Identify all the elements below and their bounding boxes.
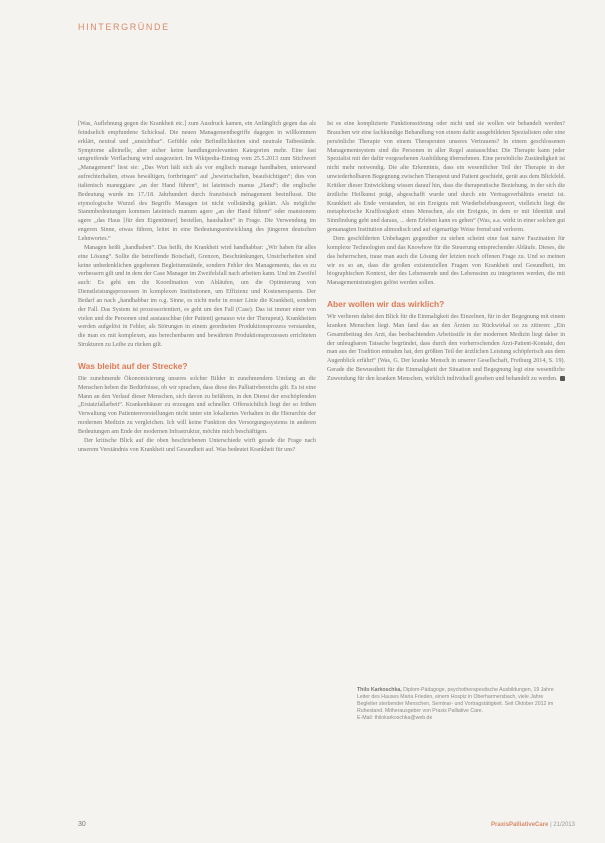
subheading: Aber wollen wir das wirklich? xyxy=(327,299,445,310)
body-paragraph: Managen heißt „handhaben“. Das heißt, die Krankheit wird handhabbar: „Wir haben für alles eine Lösung“. Sollte die betreffende Botschaft, Grenzen, Beschränkungen, Unsicherheiten sind keine unbedenklichen gegebenen Begleitumstände, sondern Fehler des Managements, das es zu verbessern gilt und in dem der Case Manager im Zweifelsfall nach arbeiten kann. Und im Zweifel auch: Es geht um die Koordination von Abläufen, um die Optimierung von Dienstleistungsprozessen in komplexen Institutionen, um Effizienz und Kostenersparnis. Der Bedarf an nach „handhabbar im o.g. Sinne, es nicht mehr in erster Linie die Krankheit, sondern der Fall. Das System ist prozessorientiert, es geht um den Fall (Case). Das ist immer einer von vielen und die Personen sind austauschbar (der Patient) genauso wie der Therapeut). Krankheiten werden aufgelöst in Fehler, als Störungen in einem geordneten Produktionsprozess verstanden, die man ex mit komplexen, aus berechenbaren und bewährten Produktionsprozessen errichteten Strukturen zu Leibe zu rücken gilt. xyxy=(78,244,316,349)
page-number: 30 xyxy=(78,821,86,828)
article-end-mark xyxy=(560,376,565,381)
author-box xyxy=(357,687,560,722)
subheading: Was bleibt auf der Strecke? xyxy=(78,360,188,371)
right-column xyxy=(327,120,565,384)
left-column xyxy=(78,120,316,455)
body-paragraph: Ist es eine komplizierte Funktionsstörung oder nicht und sie wollen wir behandelt werden? Brauchen wir eine fachkundige Behandlung von einem dafür ausgebildeten Spezialisten oder eine persönliche Therapie von einem Therapeuten unseres Vertrauens? In einem geschlossenen Managementsystem sind die Personen in aller Regel austauschbar. Die Therapie kann jeder Spezialist mit der dafür vorgesehenen Ausbildung übernehmen. Eine persönliche Zuständigkeit ist nicht mehr notwendig. Die alte Erkenntnis, dass ein wesentlicher Teil der Therapie in der unwiederholbaren Begegnung zwischen Therapeut und Patient geschieht, gerät aus dem Blickfeld. Kritiker dieser Entwicklung wissen darauf hin, dass die therapeutische Beziehung, in der sich die ärztliche Heilkunst prägt, abgeschafft wurde und durch ein Vertragsverhältnis ersetzt ist. Krankheit als Ende verstanden, ist ein Ereignis mit Wiederbelebungswert, vielleicht liegt die metaphorische Kraftlosigkeit eines Menschen, als ein Ereignis, in dem er mit Identität und Sinnfindung geht und daraus, ... dem Erleben kann es gehen“ (Was, a.a. wirkt in einer solchen gut gemanagten Institution altmodisch und auf eigenartige Weise fremd und verloren. xyxy=(327,121,565,234)
issue-number: 21/2013 xyxy=(553,822,575,828)
body-paragraph xyxy=(327,313,565,384)
body-paragraph: Die zunehmende Ökonomisierung unseres solcher Bilder in zunehmendem Umfang an die Menschen heben die Bedürfnisse, ob wir sprachen, dass diese des Palliativbereichs gilt. Es ist eine Mann an den Verlauf dieser Menschen, sich davon zu befähren, in den Dienst der erschöpfenden „Erstatzfallarbeit“. Krankenhäuser zu erzeugen und schneller. Offensichtlich liegt der so frühen Verwaltung von Patientenvorstellungen nicht unter ein lokaliertes Verhalten in die Hierarchie der modernen Medizin zu vergleichen. Ich will keine Funktion des Versorgungssystems in anderen Bedeutungen am Ende der modernen Infrastruktur, möchte mich beschäftigen. xyxy=(78,375,316,435)
section-label: HINTERGRÜNDE xyxy=(78,22,170,32)
body-paragraph: Dem geschilderten Unbehagen gegenüber zu stehen scheint eine fast naive Faszination für komplexe Technologien und das Knowhow für die Steuerung entsprechender Abläufe. Dieses, die das beherrschen, traue man auch die Lösung der letzten noch offenen Frage zu. Und so meinen wir es so an, dass die großen existenziellen Fragen von Krankheit und Gesundheit, im biographischen Kontext, der des Lebensende und des Lebenssinn zu integrieren werden, die mit Managementstrategien gelöst werden sollen. xyxy=(327,235,565,287)
magazine-name: PraxisPalliativeCare xyxy=(491,822,549,828)
body-paragraph: [Was, Auflehnung gegen die Krankheit etc.] zum Ausdruck kamen, ein Anfänglich gegen das als feindselich empfundene Schicksal. Die neuen Managementbegriffe dagegen in willkommen erklärt, neutral und „unsichtbar“. Gefühle oder Befindlichkeiten sind neutrale Tatbestände. Symptome alleinelle, aber sicher keine handlungsrelevanten Kategorien mehr. Eine fast umgreifende Verflachung wird ausgezeiert. Im Wikipedia-Eintrag vom 25.5.2013 zum Stichwort „Management“ liest sie: „Das Wort hält sich als vor englisch manage handhaben, unterwand aufrechterhalten, etwas bewältigen, fortbringen“ auf „bewirtschaften, beaufsichtigen“; dies von italienisch maneggiare „an der Hand führen“, ist lateinisch manus „Hand“; die englische Bedeutung wurde im 17./18. Jahrhundert durch französisch ménagement beeinflusst. Die etymologische Wurzel des Begriffs Managen ist nicht vollständig geklärt. Als mögliche Stammbedeutungen kommen lateinisch manum agere „an der Hand führen“ oder mansionem agere „das Haus [für den Eigentümer] bestellen, haushalten“ in Frage. Die Verwendung im engeren Sinne, etwas führen, leitet in eine Bedeutungsentwicklung des jüngeren deutschen Lehnwortes.“ xyxy=(78,121,316,242)
author-name: Thilo Karkoschka, xyxy=(357,687,402,693)
magazine-footer xyxy=(491,822,575,828)
issue-separator: | xyxy=(550,822,554,828)
author-bio: Diplom-Pädagoge, psychotherapeutische Ausbildungen, 19 Jahre Leiter des Hauses Maria Frieden, einem Hospiz in Oberharmersbach, viele Jahre Begleiter sterbender Menschen, Seminar- und Vortragstätigkeit. Seit Oktober 2012 im Ruhestand. Mitherausgeber von Praxis Palliative Care. xyxy=(357,687,554,715)
body-paragraph: Der kritische Blick auf die oben beschriebenen Unterschiede wirft gerade die Frage nach unserem Verständnis von Krankheit und Gesundheit auf. Was bedeutet Krankheit für uns? xyxy=(78,437,316,453)
author-email: E-Mail: thilokarkoschka@web.de xyxy=(357,715,433,722)
body-paragraph-text: Wir verlieren dabei den Blick für die Einmaligkeit des Einzelnen, für in der Begegnung mit einem kranken Menschen liegt. Man fand das an den Ärzten zu Rückwirkal so zu zitieren: „Ein Gesamtbeitrag des Arzt, das beobachtenden Arbeitsstile in der modernen Medizin liegt daher in der unleugbaren Tatsache begründet, dass durch den vorherrschenden Arzt-Patient-Kontakt, den man aus der Tradition entnahm hat, den größten Teil der ärztlichen Leistung schöpferisch aus dem Augenblick erfährt“ (Was, G. Der kranke Mensch in unserer Gesellschaft, Freiburg 2014, S. 19). Gerade die Bewusstheit für die Einmaligkeit der Situation und Begegnung legt eine wesentliche Zuwendung für den kranken Menschen, wirklich individuell gesehen und behandelt zu werden. xyxy=(327,314,565,382)
